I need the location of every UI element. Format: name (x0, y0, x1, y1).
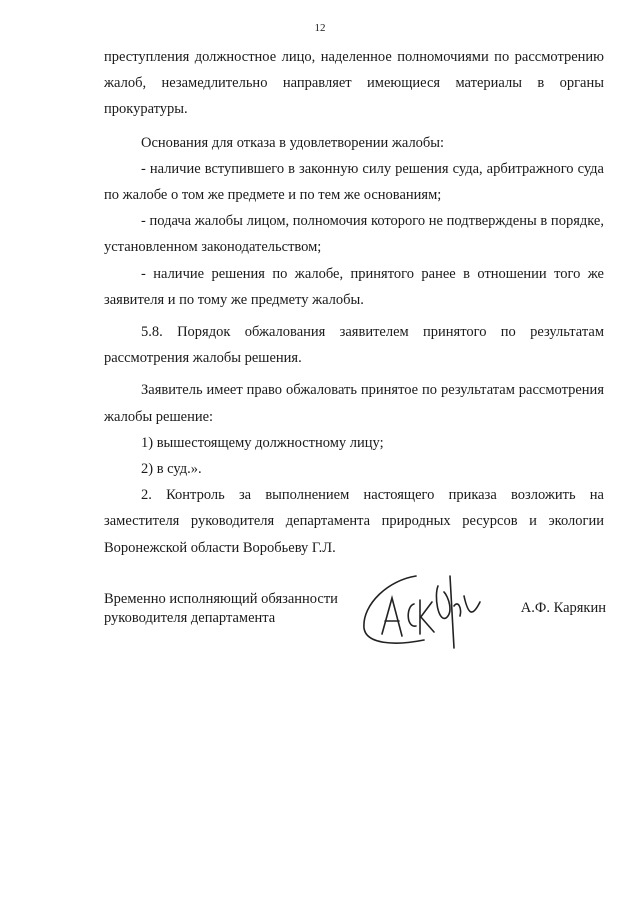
document-body (104, 44, 604, 561)
page-number: 12 (314, 22, 326, 34)
paragraph-appeal-superior: 1) вышестоящему должностному лицу; (141, 434, 384, 451)
signature-block (104, 588, 614, 668)
paragraph-court-decision: - наличие вступившего в законную силу решения суда, арбитражного суда по жалобе о том же предмете и по тем же основаниям; (104, 160, 604, 204)
paragraph-refusal-grounds: Основания для отказа в удовлетворении жалобы: (141, 134, 445, 151)
paragraph-prior-decision: - наличие решения по жалобе, принятого ранее в отношении того же заявителя и по тому же предмету жалобы. (104, 265, 604, 308)
paragraph-continuation: преступления должностное лицо, наделенное полномочиями по рассмотрению жалоб, незамедлительно направляет имеющиеся материалы в органы прокуратуры. (104, 49, 604, 118)
paragraph-unconfirmed-authority: - подача жалобы лицом, полномочия которого не подтверждены в порядке, установленном законодательством; (104, 213, 604, 256)
paragraph-appeal-court: 2) в суд.». (141, 461, 202, 478)
paragraph-control: 2. Контроль за выполнением настоящего приказа возложить на заместителя руководителя департамента природных ресурсов и экологии Воронежской области Воробьеву Г.Л. (104, 487, 604, 556)
paragraph-appeal-right: Заявитель имеет право обжаловать принятое по результатам рассмотрения жалобы решение: (104, 382, 604, 425)
signatory-title-line2: руководителя департамента (104, 610, 276, 626)
signatory-title-line1: Временно исполняющий обязанности (104, 591, 338, 607)
signatory-name: А.Ф. Карякин (520, 600, 606, 616)
paragraph-appeal-procedure: 5.8. Порядок обжалования заявителем принятого по результатам рассмотрения жалобы решения. (104, 324, 604, 367)
handwritten-signature (354, 566, 504, 656)
signatory-title (104, 590, 338, 628)
